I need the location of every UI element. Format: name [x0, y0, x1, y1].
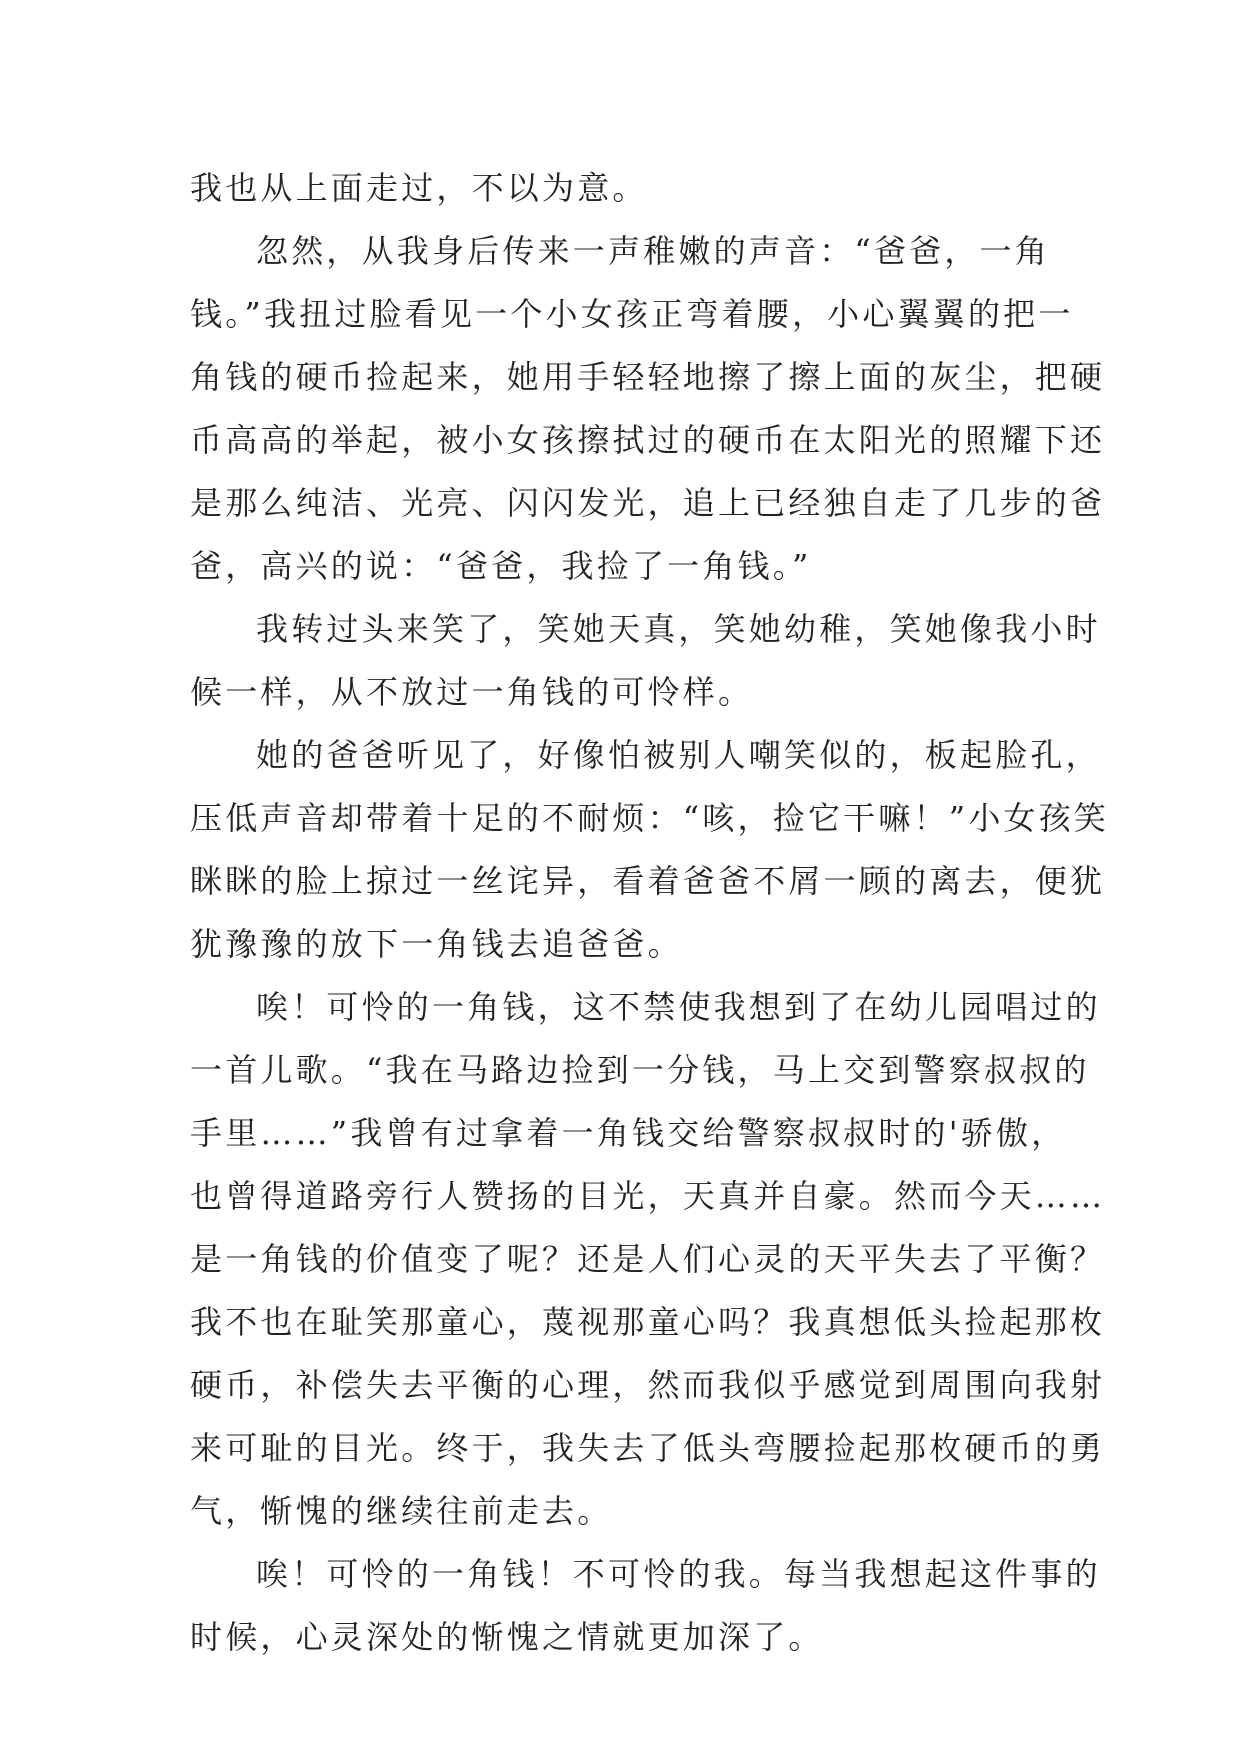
text-line: 来可耻的目光。终于，我失去了低头弯腰捡起那枚硬币的勇 — [190, 1429, 1106, 1467]
text-line: 是那么纯洁、光亮、闪闪发光，追上已经独自走了几步的爸 — [190, 484, 1106, 522]
paragraph-first-line: 忽然，从我身后传来一声稚嫩的声音：“爸爸，一角 — [256, 232, 1050, 270]
paragraph-first-line: 唉！可怜的一角钱！不可怜的我。每当我想起这件事的 — [256, 1555, 1101, 1593]
text-line: 犹豫豫的放下一角钱去追爸爸。 — [190, 925, 683, 963]
paragraph-first-line: 我转过头来笑了，笑她天真，笑她幼稚，笑她像我小时 — [256, 610, 1101, 648]
paragraph-first-line: 唉！可怜的一角钱，这不禁使我想到了在幼儿园唱过的 — [256, 988, 1101, 1026]
text-line: 我不也在耻笑那童心，蔑视那童心吗？我真想低头捡起那枚 — [190, 1303, 1106, 1341]
text-line: 眯眯的脸上掠过一丝诧异，看着爸爸不屑一顾的离去，便犹 — [190, 862, 1106, 900]
text-line: 手里……”我曾有过拿着一角钱交给警察叔叔时的'骄傲， — [190, 1114, 1067, 1152]
paragraph-first-line: 她的爸爸听见了，好像怕被别人嘲笑似的，板起脸孔， — [256, 736, 1101, 774]
text-line: 一首儿歌。“我在马路边捡到一分钱，马上交到警察叔叔的 — [190, 1051, 1090, 1089]
text-line: 压低声音却带着十足的不耐烦：“咳，捡它干嘛！”小女孩笑 — [190, 799, 1110, 837]
article-body — [190, 157, 1110, 1669]
text-line: 币高高的举起，被小女孩擦拭过的硬币在太阳光的照耀下还 — [190, 421, 1106, 459]
text-line: 候一样，从不放过一角钱的可怜样。 — [190, 673, 754, 711]
text-line: 钱。”我扭过脸看见一个小女孩正弯着腰，小心翼翼的把一 — [190, 295, 1074, 333]
text-line: 也曾得道路旁行人赞扬的目光，天真并自豪。然而今天…… — [190, 1177, 1106, 1215]
text-line: 爸，高兴的说：“爸爸，我捡了一角钱。” — [190, 547, 812, 585]
text-line: 我也从上面走过，不以为意。 — [190, 169, 648, 207]
text-line: 气，惭愧的继续往前走去。 — [190, 1492, 613, 1530]
text-line: 时候，心灵深处的惭愧之情就更加深了。 — [190, 1618, 824, 1656]
text-line: 硬币，补偿失去平衡的心理，然而我似乎感觉到周围向我射 — [190, 1366, 1106, 1404]
text-line: 是一角钱的价值变了呢？还是人们心灵的天平失去了平衡？ — [190, 1240, 1106, 1278]
text-line: 角钱的硬币捡起来，她用手轻轻地擦了擦上面的灰尘，把硬 — [190, 358, 1106, 396]
